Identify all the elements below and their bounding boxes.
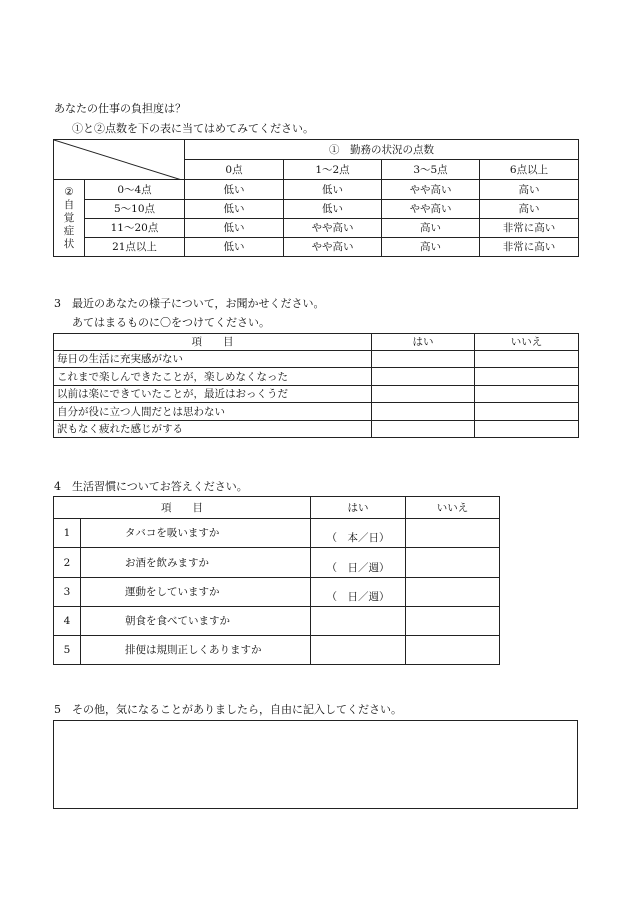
diagonal-header-cell — [54, 140, 185, 180]
no-header: いいえ — [475, 334, 579, 351]
no-cell[interactable] — [475, 421, 579, 438]
yes-note: （ 日／週） — [326, 591, 390, 603]
yes-cell[interactable] — [372, 368, 475, 386]
section3-heading: 3 最近のあなたの様子について，お聞かせください。 — [54, 297, 325, 310]
no-cell[interactable] — [406, 519, 500, 548]
table-cell: 低い — [284, 200, 382, 219]
table-cell: 高い — [480, 200, 579, 219]
habit-item: 朝食を食べていますか — [81, 607, 311, 636]
habit-item: 運動をしていますか — [81, 578, 311, 607]
no-cell[interactable] — [406, 548, 500, 578]
row-label: 21点以上 — [85, 238, 185, 257]
table-cell: やや高い — [382, 180, 480, 200]
col-header: 3～5点 — [382, 160, 480, 180]
question-item: 毎日の生活に充実感がない — [54, 351, 372, 368]
col-header: 6点以上 — [480, 160, 579, 180]
table-cell: 高い — [480, 180, 579, 200]
section3-table — [53, 333, 579, 438]
col-header: 1～2点 — [284, 160, 382, 180]
table-cell: 非常に高い — [480, 238, 579, 257]
table-cell: やや高い — [284, 219, 382, 238]
yes-header: はい — [311, 497, 406, 519]
yes-cell[interactable] — [311, 578, 406, 607]
section3-instruction: あてはまるものに〇をつけてください。 — [72, 316, 270, 329]
workload-table — [53, 139, 579, 257]
yes-cell[interactable] — [372, 386, 475, 403]
yes-cell[interactable] — [311, 636, 406, 665]
no-cell[interactable] — [475, 351, 579, 368]
table-cell: やや高い — [284, 238, 382, 257]
row-label: 0～4点 — [85, 180, 185, 200]
no-cell[interactable] — [475, 368, 579, 386]
yes-header: はい — [372, 334, 475, 351]
item-number: 4 — [54, 607, 81, 636]
item-number: 3 — [54, 578, 81, 607]
habit-item: お酒を飲みますか — [81, 548, 311, 578]
yes-note: （ 日／週） — [326, 562, 390, 574]
yes-cell[interactable] — [311, 519, 406, 548]
item-number: 2 — [54, 548, 81, 578]
item-header: 項 目 — [54, 334, 372, 351]
item-number: 1 — [54, 519, 81, 548]
table-cell: 高い — [382, 238, 480, 257]
question-item: 自分が役に立つ人間だとは思わない — [54, 403, 372, 421]
row-label: 5～10点 — [85, 200, 185, 219]
section4-table — [53, 496, 500, 665]
habit-item: タバコを吸いますか — [81, 519, 311, 548]
no-cell[interactable] — [406, 636, 500, 665]
table-cell: 非常に高い — [480, 219, 579, 238]
section4-heading: 4 生活習慣についてお答えください。 — [54, 480, 248, 493]
yes-cell[interactable] — [372, 421, 475, 438]
table-cell: 高い — [382, 219, 480, 238]
col-header: 0点 — [185, 160, 284, 180]
section5-heading: 5 その他，気になることがありましたら，自由に記入してください。 — [54, 703, 402, 716]
no-cell[interactable] — [475, 403, 579, 421]
no-header: いいえ — [406, 497, 500, 519]
table-cell: 低い — [185, 238, 284, 257]
load-instruction: ①と②点数を下の表に当てはめてみてください。 — [72, 122, 314, 135]
yes-cell[interactable] — [311, 607, 406, 636]
table-cell: やや高い — [382, 200, 480, 219]
free-text-box[interactable] — [53, 720, 578, 809]
yes-cell[interactable] — [372, 403, 475, 421]
row-group-label: ② 自 覚 症 状 — [54, 180, 85, 257]
diagonal-line — [54, 140, 185, 180]
table-cell: 低い — [185, 219, 284, 238]
row-label: 11～20点 — [85, 219, 185, 238]
item-header: 項 目 — [54, 497, 311, 519]
question-item: 以前は楽にできていたことが，最近はおっくうだ — [54, 386, 372, 403]
no-cell[interactable] — [475, 386, 579, 403]
load-heading: あなたの仕事の負担度は？ — [54, 102, 186, 115]
yes-cell[interactable] — [311, 548, 406, 578]
no-cell[interactable] — [406, 607, 500, 636]
table-cell: 低い — [185, 200, 284, 219]
table-cell: 低い — [185, 180, 284, 200]
yes-cell[interactable] — [372, 351, 475, 368]
habit-item: 排便は規則正しくありますか — [81, 636, 311, 665]
question-item: 訳もなく疲れた感じがする — [54, 421, 372, 438]
question-item: これまで楽しんできたことが，楽しめなくなった — [54, 368, 372, 386]
yes-note: （ 本／日） — [326, 532, 390, 544]
item-number: 5 — [54, 636, 81, 665]
col-group-header: ① 勤務の状況の点数 — [185, 140, 579, 160]
no-cell[interactable] — [406, 578, 500, 607]
table-cell: 低い — [284, 180, 382, 200]
